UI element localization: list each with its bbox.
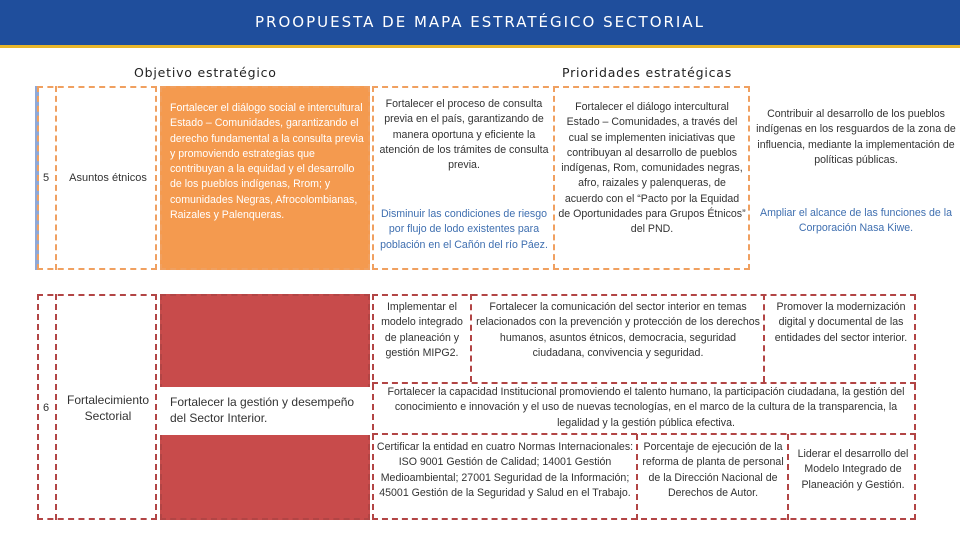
page-title: PROOPUESTA DE MAPA ESTRATÉGICO SECTORIAL xyxy=(255,13,705,31)
row5-number: 5 xyxy=(42,172,50,184)
row5-title: Asuntos étnicos xyxy=(69,172,147,184)
row5-priority-riesgo: Disminuir las condiciones de riesgo por flujo de lodo existentes para población en el Cañón del río Páez. xyxy=(380,208,548,251)
row6-priority-mipg: Implementar el modelo integrado de planeación y gestión MIPG2. xyxy=(381,301,463,359)
row6-div-d xyxy=(787,434,789,520)
row6-number-divider xyxy=(55,294,57,520)
row5-priority-nasa-kiwe: Ampliar el alcance de las funciones de la Corporación Nasa Kiwe. xyxy=(760,207,952,235)
row6-div-b xyxy=(763,294,765,382)
row6-priority-certificar: Certificar la entidad en cuatro Normas Internacionales: ISO 9001 Gestión de Calidad; 14001 Gestión Medioambiental; 27001 Seguridad de la Información; 45001 Gestión de la Seguridad y Salud en el Trabajo. xyxy=(376,441,634,499)
row6-sep-2 xyxy=(372,433,916,435)
row6-priority-capacidad: Fortalecer la capacidad Institucional promoviendo el talento humano, la participación ciudadana, la gestión del conocimiento e innovación y el uso de nuevas tecnologías, en el marco de la cultura de la transparencia, la legalidad y la gestión pública efectiva. xyxy=(387,386,905,429)
row5-priority-indigenas: Contribuir al desarrollo de los pueblos indígenas en los resguardos de la zona de influencia, mediante la implementación de políticas públicas. xyxy=(756,108,956,166)
row5-number-divider xyxy=(55,86,57,270)
row6-div-c xyxy=(636,434,638,520)
row5-priority-consulta: Fortalecer el proceso de consulta previa en el país, garantizando de manera oportuna y eficiente la atención de los trámites de consulta previa. xyxy=(379,98,549,172)
row5-objective-text: Fortalecer el diálogo social e intercultural Estado – Comunidades, garantizando el derecho fundamental a la consulta previa y promoviendo estrategias que contribuyan a la equidad y el desarrollo de los pueblos indígenas, Rrom; y comunidades Negras, Afrocolombianas, Raizales y Palenqueras. xyxy=(170,102,364,222)
row6-priority-comunicacion: Fortalecer la comunicación del sector interior en temas relacionados con la prevención y protección de los derechos humanos, asuntos étnicos, democracia, seguridad ciudadana, convivencia y seguridad. xyxy=(476,301,760,359)
row5-priorities-divider xyxy=(553,86,555,270)
row6-priority-modernizacion: Promover la modernización digital y documental de las entidades del sector interior. xyxy=(774,301,908,344)
row6-priority-reforma: Porcentaje de ejecución de la reforma de planta de personal de la Dirección Nacional de Derechos de Autor. xyxy=(642,441,784,499)
priorities-column-heading: Prioridades estratégicas xyxy=(562,65,733,80)
row6-objective-text: Fortalecer la gestión y desempeño del Sector Interior. xyxy=(170,395,355,425)
row5-priority-dialogo: Fortalecer el diálogo intercultural Estado – Comunidades, a través del cual se implementen iniciativas que contribuyan al desarrollo de pueblos indígenas, Rom, comunidades negras, afro, raizales y palenqueras, de acuerdo con el “Pacto por la Equidad de Oportunidades para Grupos Étnicos” del PND. xyxy=(558,101,746,236)
row6-title: Fortalecimiento Sectorial xyxy=(66,393,150,423)
objective-column-heading: Objetivo estratégico xyxy=(134,65,277,80)
row6-sep-1 xyxy=(372,382,916,384)
row6-number: 6 xyxy=(42,402,50,414)
row6-div-a xyxy=(470,294,472,382)
row6-priority-liderar: Liderar el desarrollo del Modelo Integrado de Planeación y Gestión. xyxy=(797,448,909,491)
